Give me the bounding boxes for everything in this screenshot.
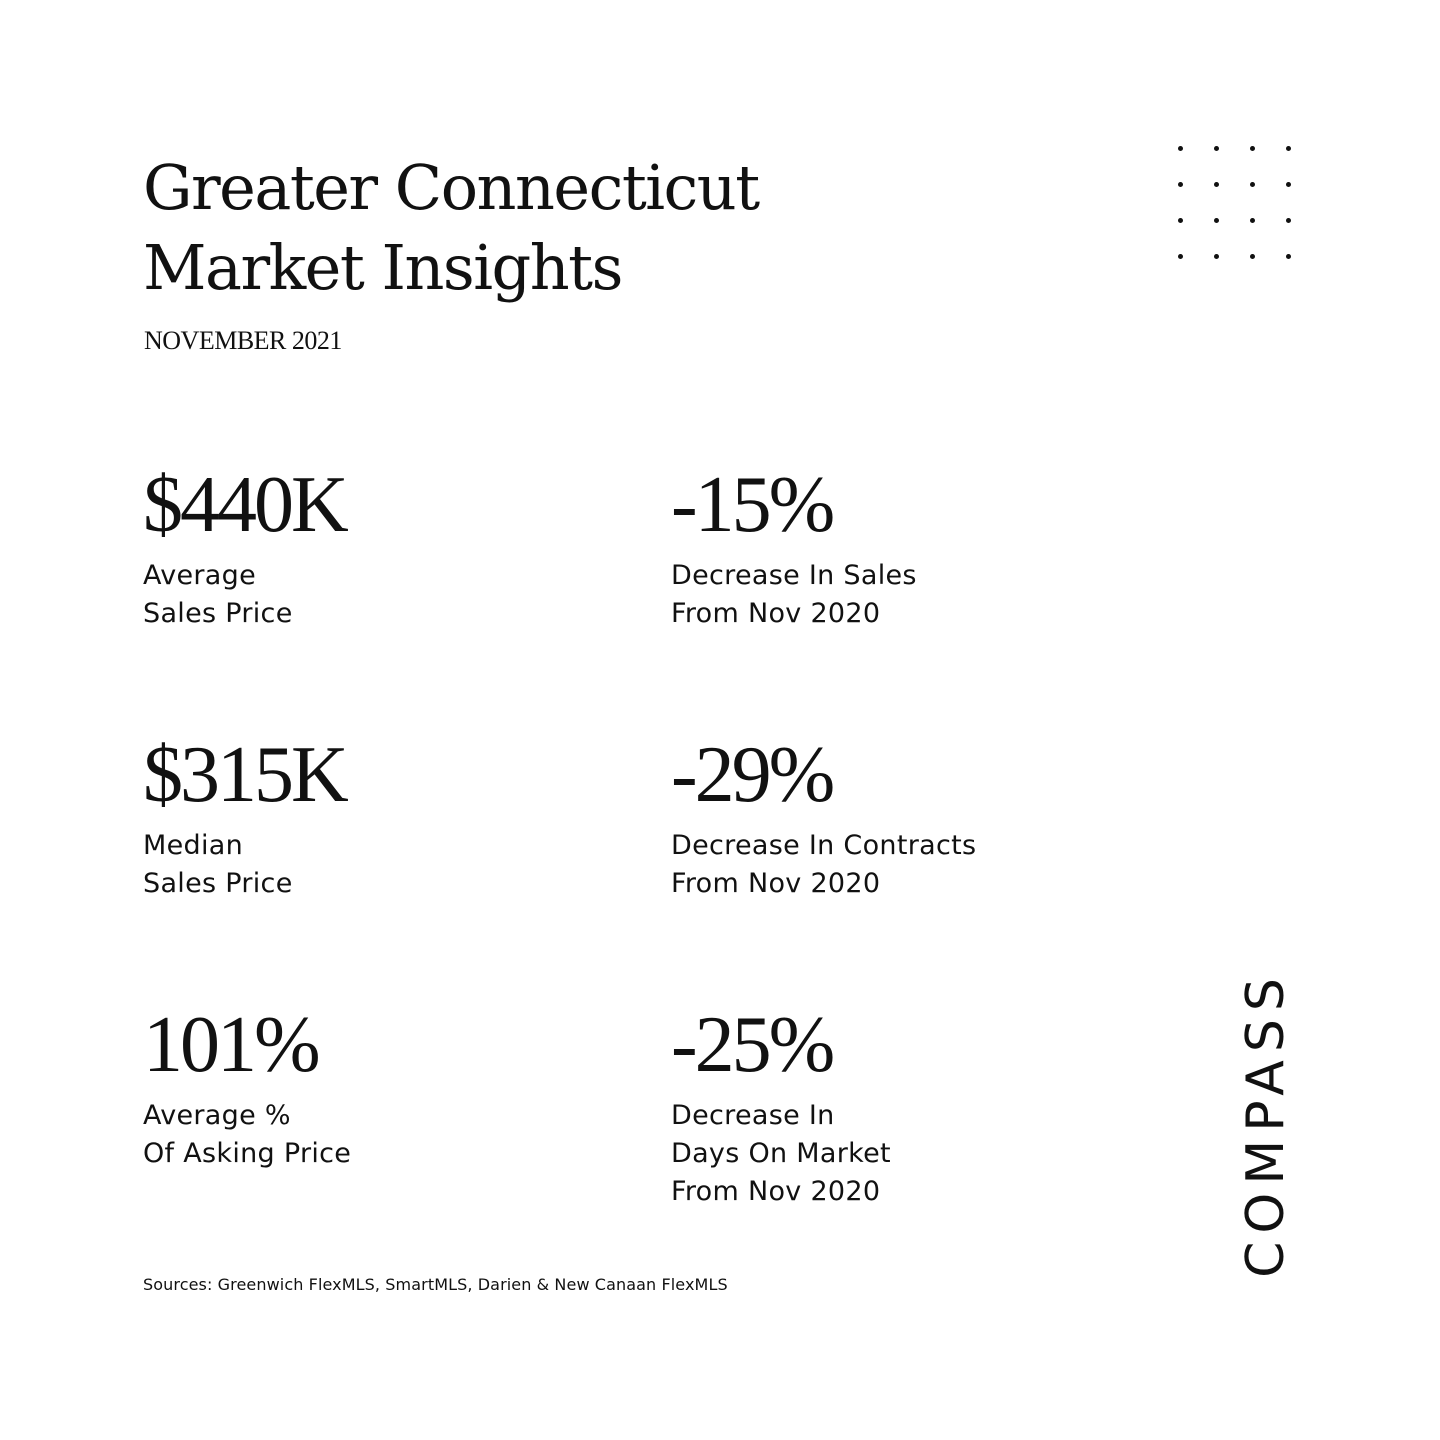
stat-contracts-decrease	[671, 733, 1151, 903]
dot	[1248, 252, 1256, 260]
sources-note: Sources: Greenwich FlexMLS, SmartMLS, Darien & New Canaan FlexMLS	[143, 1275, 728, 1294]
title-line-1: Greater Connecticut	[143, 151, 759, 224]
stat-value: $315K	[143, 731, 346, 819]
dot	[1284, 252, 1292, 260]
dot	[1176, 180, 1184, 188]
stat-value: $440K	[143, 461, 346, 549]
stat-label: Decrease In Contracts From Nov 2020	[671, 830, 977, 899]
dot	[1284, 180, 1292, 188]
dot	[1284, 144, 1292, 152]
dot	[1248, 216, 1256, 224]
stat-value: -25%	[671, 1001, 833, 1089]
dot-grid-icon	[1176, 144, 1298, 266]
report-date: NOVEMBER 2021	[144, 326, 342, 355]
stat-label: Average Sales Price	[143, 560, 293, 629]
dot	[1176, 216, 1184, 224]
stat-label: Decrease In Days On Market From Nov 2020	[671, 1100, 891, 1207]
dot	[1212, 216, 1220, 224]
dot	[1212, 252, 1220, 260]
stat-label: Decrease In Sales From Nov 2020	[671, 560, 917, 629]
dot	[1248, 144, 1256, 152]
stat-sales-decrease	[671, 463, 1151, 633]
title-line-2: Market Insights	[143, 231, 622, 304]
stat-value: 101%	[143, 1001, 318, 1089]
dot	[1176, 252, 1184, 260]
stat-average-asking-price	[143, 1003, 623, 1173]
dot	[1212, 144, 1220, 152]
stat-days-on-market-decrease	[671, 1003, 1151, 1211]
page-title	[143, 148, 1043, 308]
stat-average-sales-price	[143, 463, 623, 633]
dot	[1248, 180, 1256, 188]
stat-value: -15%	[671, 461, 833, 549]
dot	[1176, 144, 1184, 152]
stat-value: -29%	[671, 731, 833, 819]
stat-label: Average % Of Asking Price	[143, 1100, 352, 1169]
compass-logo: COMPASS	[1236, 970, 1296, 1278]
dot	[1284, 216, 1292, 224]
dot	[1212, 180, 1220, 188]
stat-median-sales-price	[143, 733, 623, 903]
stat-label: Median Sales Price	[143, 830, 293, 899]
